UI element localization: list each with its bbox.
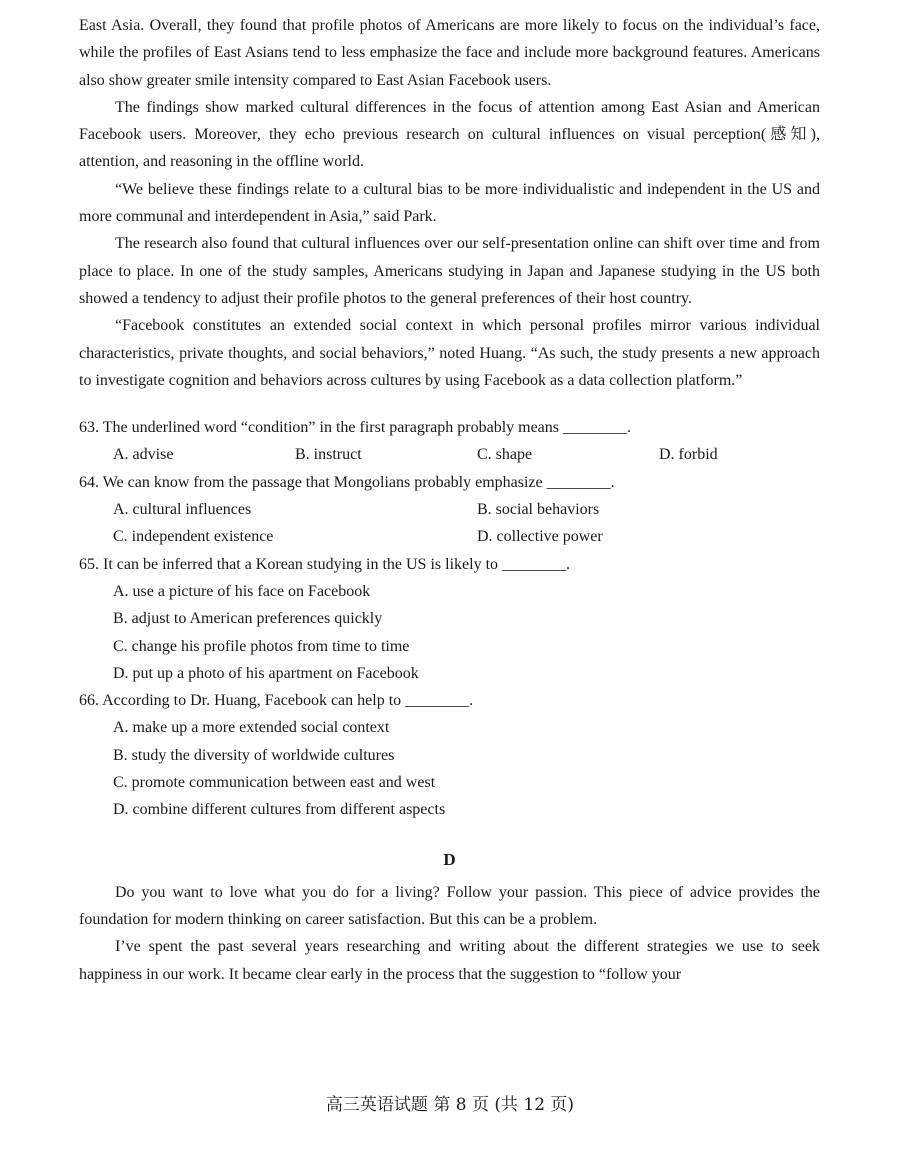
passage-paragraph-1: East Asia. Overall, they found that profile photos of Americans are more likely to focus on the individual’s face, while the profiles of East Asians tend to less emphasize the face and include more background features. Americans also show greater smile intensity compared to East Asian Facebook users. [79,17,820,89]
option-b: B. social behaviors [477,501,600,519]
option-list [79,578,820,687]
option-c: C. promote communication between east and west [113,774,436,792]
option-b: B. study the diversity of worldwide cultures [113,746,395,764]
passage-d [79,879,820,988]
option-d: D. collective power [477,528,603,546]
option-a: A. cultural influences [113,501,252,519]
question-65 [79,551,820,687]
passage-paragraph-5: “Facebook constitutes an extended social context in which personal profiles mirror various individual characteristics, private thoughts, and social behaviors,” noted Huang. “As such, the study presents a new approach to investigate cognition and behaviors across cultures by using Facebook as a data collection platform.” [79,317,820,389]
option-c: C. change his profile photos from time to time [113,637,410,655]
passage-paragraph-2: The findings show marked cultural differences in the focus of attention among East Asian and American Facebook users. Moreover, they echo previous research on cultural influences on visual perception(感知), attention, and reasoning in the offline world. [79,98,820,171]
option-d: D. forbid [659,446,718,464]
option-d: D. combine different cultures from different aspects [113,801,446,819]
passage-d-paragraph-2: I’ve spent the past several years researching and writing about the different strategies we use to seek happiness in our work. It became clear early in the process that the suggestion to “follow your [79,938,820,983]
passage-d-paragraph-1: Do you want to love what you do for a living? Follow your passion. This piece of advice provides the foundation for modern thinking on career satisfaction. But this can be a problem. [79,883,820,928]
exam-page [79,12,820,988]
passage-paragraph-3: “We believe these findings relate to a cultural bias to be more individualistic and independent in the US and more communal and interdependent in Asia,” said Park. [79,180,820,226]
option-a: A. use a picture of his face on Facebook [113,582,371,600]
option-a: A. make up a more extended social context [113,719,390,737]
option-c: C. independent existence [113,528,274,546]
option-list [79,714,820,823]
option-list [113,496,820,551]
passage-paragraph-4: The research also found that cultural influences over our self-presentation online can shift over time and from place to place. In one of the study samples, Americans studying in Japan and Japanese studying in the US both showed a tendency to adjust their profile photos to the general preferences of their host country. [79,235,820,307]
question-64 [79,469,820,551]
option-b: B. adjust to American preferences quickly [113,610,383,628]
option-list [113,441,820,468]
question-63 [79,414,820,469]
question-list [79,414,820,823]
option-c: C. shape [477,446,533,464]
question-stem: 63. The underlined word “condition” in the first paragraph probably means ________. [79,419,632,437]
option-b: B. instruct [295,446,362,464]
question-stem: 66. According to Dr. Huang, Facebook can help to ________. [79,692,474,710]
reading-passage [79,12,820,394]
question-stem: 64. We can know from the passage that Mongolians probably emphasize ________. [79,473,615,491]
option-d: D. put up a photo of his apartment on Facebook [113,664,419,682]
question-66 [79,687,820,823]
option-a: A. advise [113,446,174,464]
question-stem: 65. It can be inferred that a Korean studying in the US is likely to ________. [79,555,571,573]
section-heading: D [443,849,456,869]
page-footer: 高三英语试题 第 8 页 (共 12 页) [325,1095,575,1115]
